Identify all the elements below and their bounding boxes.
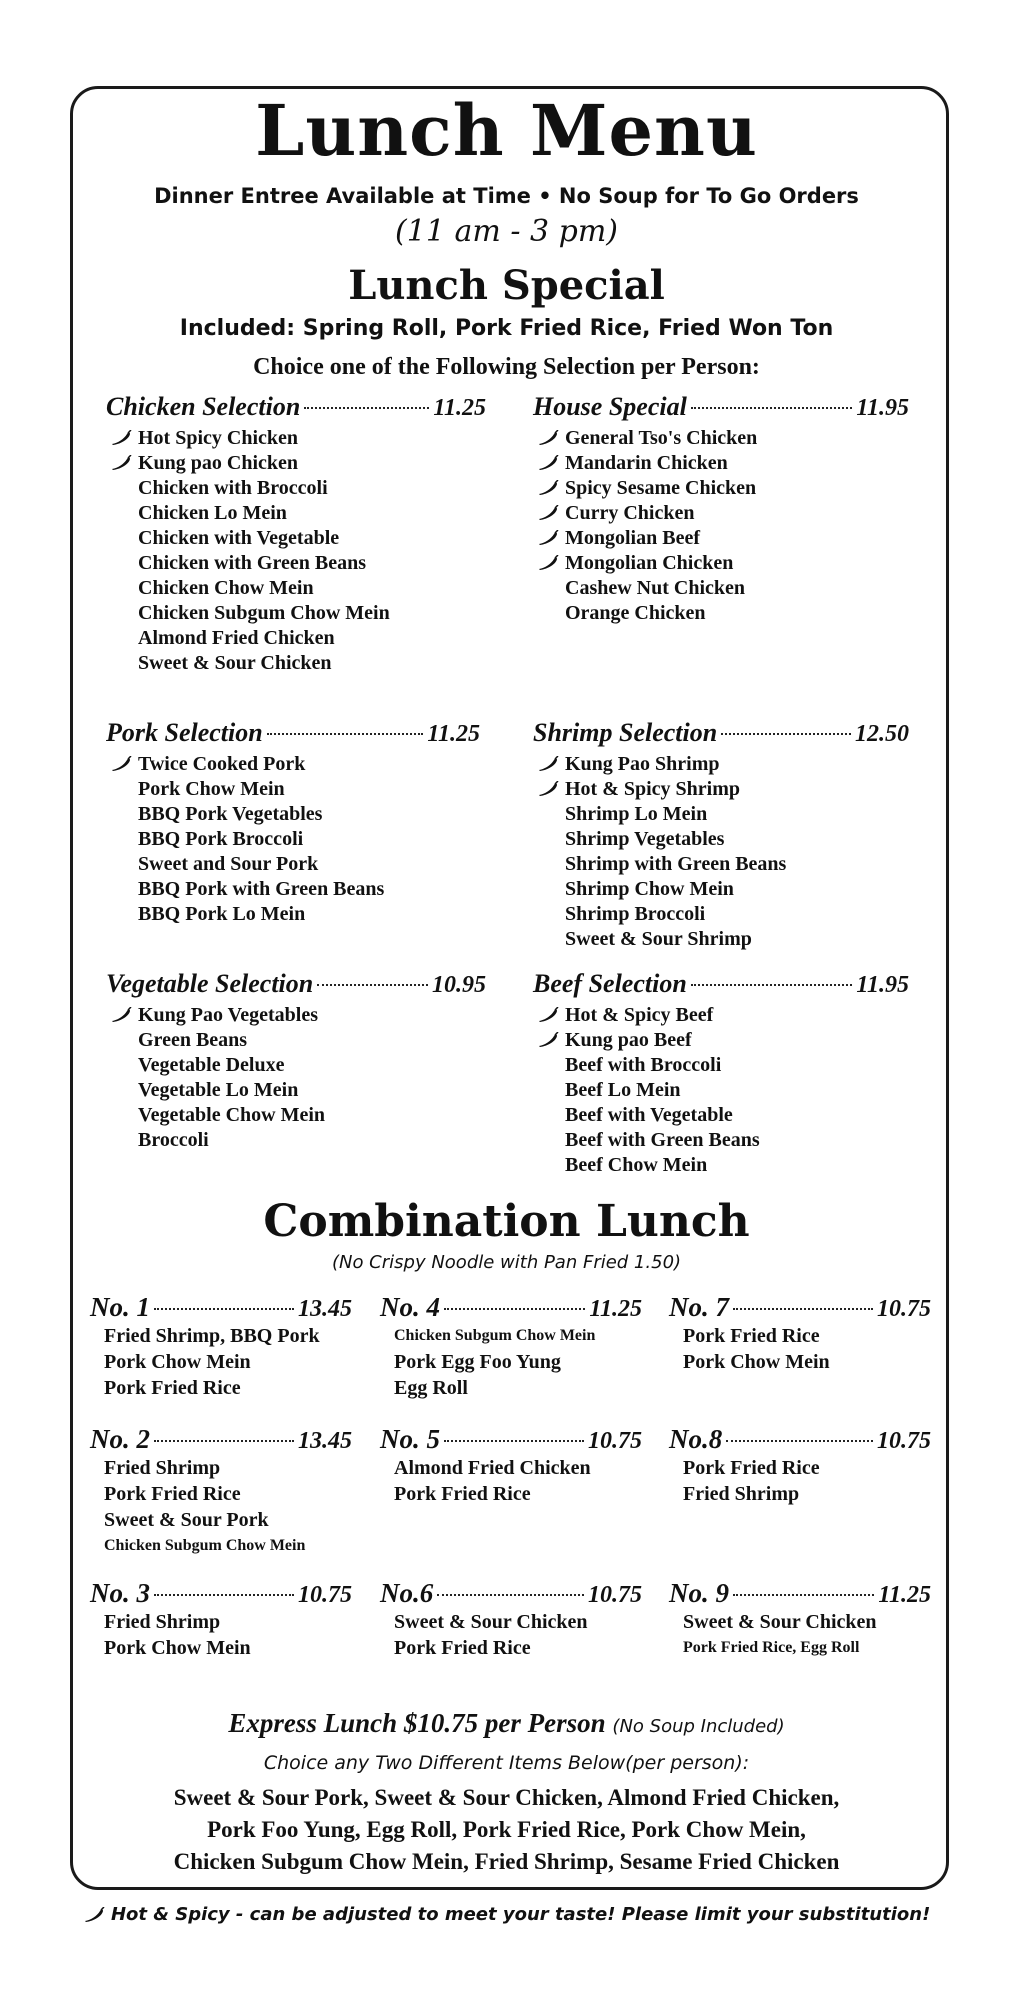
leader-dots: [154, 1594, 294, 1596]
section-name: Vegetable Selection: [106, 969, 314, 998]
section-house-special: [533, 392, 909, 626]
combo-label: No. 2: [90, 1424, 150, 1454]
menu-item: [106, 877, 480, 902]
leader-dots: [444, 1440, 584, 1442]
combo-label: No.8: [669, 1424, 723, 1454]
menu-item-name: Hot & Spicy Beef: [565, 1004, 714, 1026]
leader-dots: [154, 1308, 294, 1310]
menu-item: [533, 877, 909, 902]
menu-item: [106, 651, 486, 676]
menu-item: [533, 526, 909, 551]
menu-item-name: Broccoli: [138, 1129, 209, 1151]
leader-dots: [726, 1440, 873, 1442]
combo-header: [669, 1292, 931, 1323]
section-name: Pork Selection: [106, 718, 263, 747]
leader-dots: [304, 407, 429, 409]
combo-item: [380, 1424, 642, 1507]
section-price: 11.95: [856, 395, 909, 421]
combo-header: [380, 1424, 642, 1455]
menu-item: [533, 501, 909, 526]
leader-dots: [733, 1308, 873, 1310]
combo-line: Chicken Subgum Chow Mein: [394, 1327, 596, 1344]
menu-item: [533, 777, 909, 802]
express-items: [0, 1782, 1013, 1878]
menu-item-name: Chicken Subgum Chow Mein: [138, 602, 390, 624]
menu-item: [533, 827, 909, 852]
menu-item: [106, 476, 486, 501]
menu-item: [106, 1103, 486, 1128]
menu-item-name: Shrimp with Green Beans: [565, 853, 787, 875]
menu-item: [106, 626, 486, 651]
hot-pepper-icon: [110, 756, 132, 772]
menu-item-name: Shrimp Vegetables: [565, 828, 725, 850]
combo-price: 10.75: [298, 1582, 352, 1608]
page-title: Lunch Menu: [255, 89, 758, 172]
menu-item: [533, 601, 909, 626]
combo-line: Pork Fried Rice, Egg Roll: [683, 1639, 860, 1656]
menu-item: [106, 852, 480, 877]
lunch-special-included: Included: Spring Roll, Pork Fried Rice, Fried Won Ton: [179, 316, 834, 341]
menu-item-name: Shrimp Broccoli: [565, 903, 706, 925]
combo-line: Pork Chow Mein: [104, 1351, 251, 1373]
express-lunch-header: [0, 1708, 1013, 1739]
menu-item: [106, 601, 486, 626]
combo-line: Pork Fried Rice: [104, 1483, 241, 1505]
combo-line: Fried Shrimp: [104, 1457, 221, 1479]
menu-item-name: Curry Chicken: [565, 502, 695, 524]
combo-price: 13.45: [298, 1296, 352, 1322]
leader-dots: [267, 733, 424, 735]
hot-pepper-icon: [537, 555, 559, 571]
combo-header: [669, 1578, 931, 1609]
menu-item-name: Kung pao Beef: [565, 1029, 692, 1051]
hot-pepper-icon: [537, 455, 559, 471]
combo-line: Almond Fried Chicken: [394, 1457, 591, 1479]
menu-item-name: Spicy Sesame Chicken: [565, 477, 757, 499]
section-vegetable: [106, 969, 486, 1153]
menu-item: [106, 1028, 486, 1053]
combo-header: [669, 1424, 931, 1455]
section-header: [106, 392, 486, 422]
menu-item-name: Kung Pao Vegetables: [138, 1004, 319, 1026]
combo-line: Sweet & Sour Pork: [104, 1509, 269, 1531]
combo-label: No. 4: [380, 1292, 440, 1322]
menu-item: [106, 1128, 486, 1153]
combo-item: [90, 1424, 352, 1559]
menu-item: [106, 1078, 486, 1103]
combo-price: 11.25: [589, 1296, 642, 1322]
section-item-list: [106, 1003, 486, 1153]
leader-dots: [721, 733, 851, 735]
section-chicken: [106, 392, 486, 676]
express-choice: Choice any Two Different Items Below(per person):: [263, 1752, 750, 1774]
combo-line: Fried Shrimp: [104, 1611, 221, 1633]
menu-item-name: Beef with Vegetable: [565, 1104, 733, 1126]
menu-item: [533, 1053, 909, 1078]
combo-item: [669, 1578, 931, 1661]
menu-item: [106, 501, 486, 526]
menu-item-name: Vegetable Chow Mein: [138, 1104, 326, 1126]
combo-lines: [669, 1323, 931, 1375]
hot-pepper-icon: [83, 1907, 105, 1923]
lunch-special-choice: Choice one of the Following Selection per Person:: [253, 354, 760, 380]
menu-item-name: Almond Fried Chicken: [138, 627, 335, 649]
menu-item-name: Vegetable Deluxe: [138, 1054, 285, 1076]
section-price: 11.25: [433, 395, 486, 421]
menu-item-name: Sweet & Sour Chicken: [138, 652, 332, 674]
hot-pepper-icon: [110, 430, 132, 446]
menu-subtitle: Dinner Entree Available at Time • No Soup for To Go Orders: [154, 184, 859, 208]
combo-line: Egg Roll: [394, 1377, 468, 1399]
combo-line: Pork Fried Rice: [394, 1483, 531, 1505]
menu-item-name: Vegetable Lo Mein: [138, 1079, 299, 1101]
section-price: 11.95: [856, 972, 909, 998]
combo-label: No. 5: [380, 1424, 440, 1454]
menu-item-name: Shrimp Chow Mein: [565, 878, 734, 900]
express-price: $10.75 per Person: [403, 1708, 606, 1738]
section-item-list: [106, 752, 480, 927]
section-item-list: [533, 1003, 909, 1178]
menu-item-name: Mongolian Chicken: [565, 552, 734, 574]
combo-line: Pork Chow Mein: [104, 1637, 251, 1659]
menu-item-name: Chicken Lo Mein: [138, 502, 287, 524]
leader-dots: [154, 1440, 294, 1442]
menu-item-name: Hot Spicy Chicken: [138, 427, 299, 449]
combo-item: [380, 1292, 642, 1401]
express-items-line: Chicken Subgum Chow Mein, Fried Shrimp, Sesame Fried Chicken: [173, 1849, 840, 1874]
combo-price: 10.75: [877, 1428, 931, 1454]
menu-item: [106, 827, 480, 852]
hot-pepper-icon: [537, 430, 559, 446]
leader-dots: [691, 984, 853, 986]
menu-item-name: Chicken Chow Mein: [138, 577, 314, 599]
combo-label: No. 1: [90, 1292, 150, 1322]
menu-item-name: BBQ Pork Lo Mein: [138, 903, 306, 925]
section-item-list: [533, 426, 909, 626]
section-name: Chicken Selection: [106, 392, 301, 421]
hot-pepper-icon: [110, 1007, 132, 1023]
combo-lines: [669, 1609, 931, 1661]
combo-lines: [380, 1323, 642, 1401]
combo-line: Pork Fried Rice: [394, 1637, 531, 1659]
menu-item-name: Beef Chow Mein: [565, 1154, 708, 1176]
menu-item-name: Mongolian Beef: [565, 527, 700, 549]
combo-line: Sweet & Sour Chicken: [683, 1611, 877, 1633]
combo-label: No. 7: [669, 1292, 729, 1322]
menu-item-name: Chicken with Green Beans: [138, 552, 366, 574]
menu-item: [106, 902, 480, 927]
combo-header: [90, 1292, 352, 1323]
section-name: Beef Selection: [533, 969, 687, 998]
combo-item: [90, 1578, 352, 1661]
leader-dots: [691, 407, 852, 409]
menu-item: [106, 777, 480, 802]
menu-item: [533, 576, 909, 601]
section-item-list: [533, 752, 909, 952]
menu-item: [106, 451, 486, 476]
menu-item: [533, 852, 909, 877]
section-header: [106, 969, 486, 999]
express-title: Express Lunch: [228, 1708, 398, 1738]
menu-item: [106, 752, 480, 777]
hot-pepper-icon: [537, 756, 559, 772]
combo-item: [669, 1292, 931, 1375]
section-price: 11.25: [427, 721, 480, 747]
express-note: (No Soup Included): [612, 1716, 785, 1737]
combo-price: 10.75: [588, 1428, 642, 1454]
menu-item: [533, 1003, 909, 1028]
menu-item-name: Green Beans: [138, 1029, 248, 1051]
menu-item-name: BBQ Pork with Green Beans: [138, 878, 385, 900]
menu-item: [106, 1003, 486, 1028]
menu-item: [533, 1078, 909, 1103]
menu-item: [106, 576, 486, 601]
section-name: Shrimp Selection: [533, 718, 718, 747]
menu-item-name: Orange Chicken: [565, 602, 706, 624]
combo-line: Fried Shrimp, BBQ Pork: [104, 1325, 320, 1347]
menu-item-name: Pork Chow Mein: [138, 778, 285, 800]
menu-item: [106, 426, 486, 451]
menu-item: [106, 1053, 486, 1078]
menu-item-name: Chicken with Broccoli: [138, 477, 328, 499]
menu-item-name: Sweet & Sour Shrimp: [565, 928, 752, 950]
combo-label: No.6: [380, 1578, 434, 1608]
menu-item-name: BBQ Pork Vegetables: [138, 803, 323, 825]
section-header: [533, 718, 909, 748]
hot-pepper-icon: [537, 781, 559, 797]
menu-item: [533, 1028, 909, 1053]
combo-item: [669, 1424, 931, 1507]
leader-dots: [317, 984, 428, 986]
menu-item: [533, 1128, 909, 1153]
combination-title: Combination Lunch: [263, 1196, 750, 1247]
menu-item: [533, 752, 909, 777]
menu-item: [533, 426, 909, 451]
combo-item: [380, 1578, 642, 1661]
express-items-line: Pork Foo Yung, Egg Roll, Pork Fried Rice, Pork Chow Mein,: [207, 1817, 806, 1842]
lunch-special-title: Lunch Special: [348, 262, 665, 309]
combo-item: [90, 1292, 352, 1401]
section-price: 12.50: [855, 721, 909, 747]
section-beef: [533, 969, 909, 1178]
combo-price: 10.75: [877, 1296, 931, 1322]
menu-item-name: Beef Lo Mein: [565, 1079, 681, 1101]
section-item-list: [106, 426, 486, 676]
section-shrimp: [533, 718, 909, 952]
combo-line: Chicken Subgum Chow Mein: [104, 1537, 306, 1554]
menu-item: [533, 476, 909, 501]
menu-item: [533, 1153, 909, 1178]
menu-item-name: Hot & Spicy Shrimp: [565, 778, 741, 800]
combo-lines: [90, 1455, 352, 1559]
hot-pepper-icon: [537, 480, 559, 496]
hot-pepper-icon: [537, 505, 559, 521]
combo-line: Pork Fried Rice: [104, 1377, 241, 1399]
menu-item: [106, 551, 486, 576]
combo-lines: [90, 1609, 352, 1661]
combo-line: Pork Chow Mein: [683, 1351, 830, 1373]
combination-note: (No Crispy Noodle with Pan Fried 1.50): [331, 1252, 682, 1273]
combo-price: 11.25: [878, 1582, 931, 1608]
hot-pepper-icon: [537, 1007, 559, 1023]
section-pork: [106, 718, 480, 927]
combo-header: [90, 1578, 352, 1609]
menu-item-name: Twice Cooked Pork: [138, 753, 306, 775]
combo-lines: [380, 1455, 642, 1507]
menu-item: [106, 526, 486, 551]
menu-item-name: General Tso's Chicken: [565, 427, 758, 449]
hot-pepper-icon: [537, 530, 559, 546]
combo-header: [380, 1292, 642, 1323]
menu-item: [533, 927, 909, 952]
combo-line: Sweet & Sour Chicken: [394, 1611, 588, 1633]
combo-header: [90, 1424, 352, 1455]
hot-pepper-icon: [537, 1032, 559, 1048]
combo-line: Pork Fried Rice: [683, 1325, 820, 1347]
combo-price: 13.45: [298, 1428, 352, 1454]
menu-item-name: BBQ Pork Broccoli: [138, 828, 304, 850]
menu-item-name: Sweet and Sour Pork: [138, 853, 319, 875]
combo-lines: [669, 1455, 931, 1507]
combo-line: Pork Egg Foo Yung: [394, 1351, 561, 1373]
section-name: House Special: [533, 392, 687, 421]
combo-label: No. 3: [90, 1578, 150, 1608]
menu-item-name: Beef with Broccoli: [565, 1054, 722, 1076]
menu-item-name: Mandarin Chicken: [565, 452, 728, 474]
section-price: 10.95: [432, 972, 486, 998]
leader-dots: [444, 1308, 585, 1310]
menu-item-name: Kung pao Chicken: [138, 452, 299, 474]
menu-item: [533, 1103, 909, 1128]
combo-line: Fried Shrimp: [683, 1483, 800, 1505]
leader-dots: [437, 1594, 584, 1596]
menu-item: [533, 902, 909, 927]
footer-text: Hot & Spicy - can be adjusted to meet your taste! Please limit your substitution!: [110, 1904, 931, 1925]
menu-item: [533, 451, 909, 476]
section-header: [533, 969, 909, 999]
menu-item: [106, 802, 480, 827]
combo-header: [380, 1578, 642, 1609]
menu-item: [533, 802, 909, 827]
combo-price: 10.75: [588, 1582, 642, 1608]
express-items-line: Sweet & Sour Pork, Sweet & Sour Chicken, Almond Fried Chicken,: [173, 1785, 840, 1810]
leader-dots: [733, 1594, 874, 1596]
menu-item: [533, 551, 909, 576]
menu-item-name: Cashew Nut Chicken: [565, 577, 746, 599]
section-header: [106, 718, 480, 748]
combo-line: Pork Fried Rice: [683, 1457, 820, 1479]
combo-lines: [380, 1609, 642, 1661]
combo-label: No. 9: [669, 1578, 729, 1608]
lunch-hours: (11 am - 3 pm): [395, 214, 618, 249]
footer-note: [0, 1904, 1013, 1925]
section-header: [533, 392, 909, 422]
menu-item-name: Shrimp Lo Mein: [565, 803, 708, 825]
menu-item-name: Chicken with Vegetable: [138, 527, 340, 549]
menu-item-name: Kung Pao Shrimp: [565, 753, 720, 775]
hot-pepper-icon: [110, 455, 132, 471]
menu-item-name: Beef with Green Beans: [565, 1129, 760, 1151]
combo-lines: [90, 1323, 352, 1401]
